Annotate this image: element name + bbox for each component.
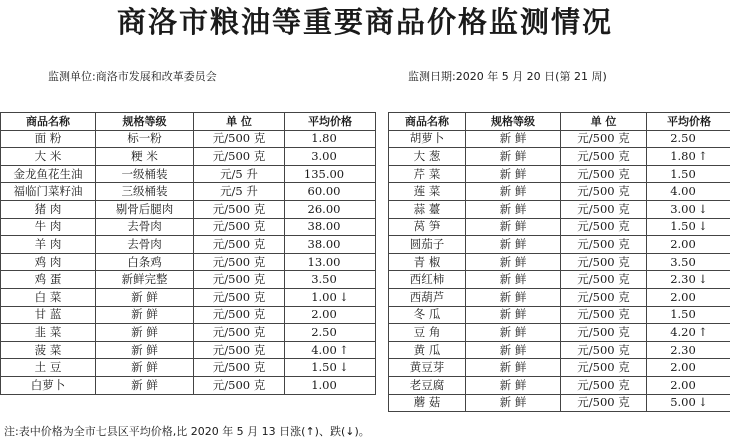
product-name-cell: 西红柿: [389, 271, 466, 289]
spec-cell: 新 鲜: [466, 253, 561, 271]
table-row: [1, 359, 376, 377]
unit-cell: 元/500 克: [194, 253, 285, 271]
price-value: 1.50: [670, 166, 696, 181]
product-name-cell: 牛 肉: [1, 218, 96, 236]
column-header-name: 商品名称: [1, 113, 96, 131]
unit-cell: 元/500 克: [561, 288, 647, 306]
spec-cell: 新 鲜: [466, 271, 561, 289]
price-value: 1.50: [670, 219, 696, 234]
price-value: 3.00: [311, 148, 337, 163]
spec-cell: 新 鲜: [466, 165, 561, 183]
price-cell: [647, 341, 730, 359]
trend-arrow-icon: ↓: [338, 289, 349, 304]
column-header-price: 平均价格: [285, 113, 376, 131]
table-body-right: [389, 130, 730, 412]
table-row: [389, 183, 730, 201]
spec-cell: 新 鲜: [466, 359, 561, 377]
table-row: [1, 165, 376, 183]
trend-arrow-icon: ↓: [697, 201, 708, 216]
column-header-unit: 单 位: [561, 113, 647, 131]
price-value: 4.00: [311, 342, 337, 357]
price-value: 26.00: [307, 201, 341, 216]
price-cell: [285, 218, 376, 236]
table-row: [389, 148, 730, 166]
table-row: [389, 359, 730, 377]
price-value: 2.50: [670, 131, 696, 146]
price-cell: [647, 236, 730, 254]
spec-cell: 去骨肉: [96, 236, 194, 254]
unit-cell: 元/500 克: [194, 306, 285, 324]
spec-cell: 去骨肉: [96, 218, 194, 236]
monitor-unit: 监测单位:商洛市发展和改革委员会: [48, 70, 217, 83]
spec-cell: 新 鲜: [96, 376, 194, 394]
price-cell: [647, 165, 730, 183]
table-row: [389, 253, 730, 271]
table-header-row: [389, 113, 730, 131]
trend-arrow-icon: ↑: [697, 148, 708, 163]
spec-cell: 剔骨后腿肉: [96, 200, 194, 218]
unit-cell: 元/500 克: [194, 218, 285, 236]
table-body-left: [1, 130, 376, 394]
price-cell: [647, 288, 730, 306]
product-name-cell: 莴 笋: [389, 218, 466, 236]
price-cell: [647, 183, 730, 201]
monitor-date: 监测日期:2020 年 5 月 20 日(第 21 周): [408, 70, 607, 83]
price-cell: [647, 394, 730, 412]
price-value: 2.00: [670, 360, 696, 375]
price-value: 2.00: [670, 289, 696, 304]
unit-cell: 元/500 克: [194, 200, 285, 218]
spec-cell: 新 鲜: [466, 288, 561, 306]
price-value: 1.50: [311, 360, 337, 375]
product-name-cell: 鸡 肉: [1, 253, 96, 271]
table-row: [1, 306, 376, 324]
product-name-cell: 西葫芦: [389, 288, 466, 306]
column-header-name: 商品名称: [389, 113, 466, 131]
product-name-cell: 菠 菜: [1, 341, 96, 359]
column-header-spec: 规格等级: [96, 113, 194, 131]
product-name-cell: 土 豆: [1, 359, 96, 377]
product-name-cell: 蒜 薹: [389, 200, 466, 218]
price-value: 38.00: [307, 219, 341, 234]
price-value: 3.50: [670, 254, 696, 269]
table-row: [389, 306, 730, 324]
price-value: 1.50: [670, 307, 696, 322]
product-name-cell: 福临门菜籽油: [1, 183, 96, 201]
price-cell: [285, 376, 376, 394]
unit-cell: 元/500 克: [561, 376, 647, 394]
product-name-cell: 冬 瓜: [389, 306, 466, 324]
price-cell: [285, 236, 376, 254]
price-cell: [285, 148, 376, 166]
price-cell: [647, 130, 730, 148]
product-name-cell: 大 葱: [389, 148, 466, 166]
unit-cell: 元/500 克: [561, 236, 647, 254]
column-header-spec: 规格等级: [466, 113, 561, 131]
table-row: [389, 288, 730, 306]
table-row: [1, 271, 376, 289]
spec-cell: 新 鲜: [466, 148, 561, 166]
price-cell: [285, 288, 376, 306]
price-value: 4.00: [670, 184, 696, 199]
spec-cell: 新 鲜: [466, 200, 561, 218]
table-row: [1, 218, 376, 236]
trend-arrow-icon: ↓: [697, 395, 708, 410]
price-cell: [647, 306, 730, 324]
product-name-cell: 面 粉: [1, 130, 96, 148]
unit-cell: 元/5 升: [194, 165, 285, 183]
price-cell: [647, 253, 730, 271]
unit-cell: 元/500 克: [194, 341, 285, 359]
column-header-unit: 单 位: [194, 113, 285, 131]
table-row: [389, 394, 730, 412]
unit-cell: 元/500 克: [561, 200, 647, 218]
price-value: 2.50: [311, 324, 337, 339]
unit-cell: 元/500 克: [194, 271, 285, 289]
unit-cell: 元/500 克: [561, 324, 647, 342]
product-name-cell: 胡萝卜: [389, 130, 466, 148]
spec-cell: 新 鲜: [96, 359, 194, 377]
product-name-cell: 蘑 菇: [389, 394, 466, 412]
price-value: 3.00: [670, 201, 696, 216]
unit-cell: 元/500 克: [561, 359, 647, 377]
table-row: [1, 288, 376, 306]
trend-arrow-icon: ↑: [697, 324, 708, 339]
price-value: 2.00: [311, 307, 337, 322]
price-value: 60.00: [307, 184, 341, 199]
price-value: 2.00: [670, 377, 696, 392]
price-cell: [285, 183, 376, 201]
spec-cell: 三级桶装: [96, 183, 194, 201]
spec-cell: 新 鲜: [96, 306, 194, 324]
price-value: 5.00: [670, 395, 696, 410]
table-header-row: [1, 113, 376, 131]
unit-cell: 元/5 升: [194, 183, 285, 201]
unit-cell: 元/500 克: [194, 148, 285, 166]
unit-cell: 元/500 克: [561, 218, 647, 236]
price-value: 1.00: [311, 377, 337, 392]
unit-cell: 元/500 克: [561, 394, 647, 412]
price-cell: [285, 341, 376, 359]
footnote: 注:表中价格为全市七县区平均价格,比 2020 年 5 月 13 日涨(↑)、跌(↓)。: [4, 425, 370, 438]
table-row: [389, 341, 730, 359]
spec-cell: 新 鲜: [96, 288, 194, 306]
price-cell: [647, 359, 730, 377]
unit-cell: 元/500 克: [561, 271, 647, 289]
price-value: 1.80: [670, 148, 696, 163]
price-table-left: [0, 112, 376, 395]
product-name-cell: 莲 菜: [389, 183, 466, 201]
price-cell: [285, 253, 376, 271]
price-value: 1.00: [311, 289, 337, 304]
price-cell: [647, 376, 730, 394]
price-value: 1.80: [311, 131, 337, 146]
price-table-right: [388, 112, 730, 412]
table-row: [1, 341, 376, 359]
product-name-cell: 黄豆芽: [389, 359, 466, 377]
spec-cell: 新 鲜: [466, 324, 561, 342]
spec-cell: 新 鲜: [466, 376, 561, 394]
product-name-cell: 羊 肉: [1, 236, 96, 254]
table-row: [389, 218, 730, 236]
table-row: [1, 200, 376, 218]
unit-cell: 元/500 克: [561, 165, 647, 183]
price-value: 13.00: [307, 254, 341, 269]
product-name-cell: 大 米: [1, 148, 96, 166]
product-name-cell: 青 椒: [389, 253, 466, 271]
product-name-cell: 老豆腐: [389, 376, 466, 394]
page-title: 商洛市粮油等重要商品价格监测情况: [116, 5, 613, 39]
product-name-cell: 芹 菜: [389, 165, 466, 183]
spec-cell: 一级桶装: [96, 165, 194, 183]
product-name-cell: 白 菜: [1, 288, 96, 306]
spec-cell: 新 鲜: [466, 183, 561, 201]
product-name-cell: 韭 菜: [1, 324, 96, 342]
price-value: 2.30: [670, 342, 696, 357]
price-cell: [285, 359, 376, 377]
product-name-cell: 圆茄子: [389, 236, 466, 254]
price-value: 2.30: [670, 272, 696, 287]
product-name-cell: 豆 角: [389, 324, 466, 342]
table-row: [1, 324, 376, 342]
table-row: [389, 130, 730, 148]
price-cell: [285, 271, 376, 289]
product-name-cell: 黄 瓜: [389, 341, 466, 359]
table-row: [389, 236, 730, 254]
spec-cell: 新鲜完整: [96, 271, 194, 289]
unit-cell: 元/500 克: [561, 253, 647, 271]
price-cell: [285, 165, 376, 183]
table-row: [389, 324, 730, 342]
table-row: [1, 236, 376, 254]
table-row: [389, 200, 730, 218]
spec-cell: 新 鲜: [96, 324, 194, 342]
product-name-cell: 白萝卜: [1, 376, 96, 394]
price-value: 2.00: [670, 236, 696, 251]
spec-cell: 新 鲜: [466, 306, 561, 324]
trend-arrow-icon: ↓: [338, 360, 349, 375]
price-value: 4.20: [670, 324, 696, 339]
price-value: 135.00: [303, 166, 345, 181]
unit-cell: 元/500 克: [194, 130, 285, 148]
unit-cell: 元/500 克: [194, 236, 285, 254]
unit-cell: 元/500 克: [194, 324, 285, 342]
table-row: [1, 130, 376, 148]
price-cell: [647, 271, 730, 289]
column-header-price: 平均价格: [647, 113, 730, 131]
table-row: [1, 183, 376, 201]
spec-cell: 新 鲜: [466, 236, 561, 254]
price-cell: [647, 218, 730, 236]
table-row: [1, 376, 376, 394]
trend-arrow-icon: ↓: [697, 219, 708, 234]
price-cell: [647, 324, 730, 342]
spec-cell: 新 鲜: [466, 218, 561, 236]
price-value: 38.00: [307, 236, 341, 251]
price-cell: [285, 200, 376, 218]
price-cell: [285, 306, 376, 324]
spec-cell: 白条鸡: [96, 253, 194, 271]
price-cell: [285, 130, 376, 148]
price-cell: [647, 200, 730, 218]
unit-cell: 元/500 克: [194, 359, 285, 377]
price-cell: [647, 148, 730, 166]
product-name-cell: 鸡 蛋: [1, 271, 96, 289]
spec-cell: 标一粉: [96, 130, 194, 148]
table-row: [389, 165, 730, 183]
unit-cell: 元/500 克: [561, 341, 647, 359]
unit-cell: 元/500 克: [561, 306, 647, 324]
unit-cell: 元/500 克: [561, 183, 647, 201]
unit-cell: 元/500 克: [561, 130, 647, 148]
spec-cell: 新 鲜: [466, 130, 561, 148]
spec-cell: 新 鲜: [96, 341, 194, 359]
spec-cell: 新 鲜: [466, 341, 561, 359]
table-row: [1, 148, 376, 166]
price-cell: [285, 324, 376, 342]
unit-cell: 元/500 克: [561, 148, 647, 166]
table-row: [389, 271, 730, 289]
spec-cell: 新 鲜: [466, 394, 561, 412]
spec-cell: 粳 米: [96, 148, 194, 166]
table-row: [1, 253, 376, 271]
trend-arrow-icon: ↓: [697, 272, 708, 287]
product-name-cell: 金龙鱼花生油: [1, 165, 96, 183]
unit-cell: 元/500 克: [194, 376, 285, 394]
trend-arrow-icon: ↑: [338, 342, 349, 357]
unit-cell: 元/500 克: [194, 288, 285, 306]
product-name-cell: 猪 肉: [1, 200, 96, 218]
table-row: [389, 376, 730, 394]
product-name-cell: 甘 蓝: [1, 306, 96, 324]
price-value: 3.50: [311, 272, 337, 287]
